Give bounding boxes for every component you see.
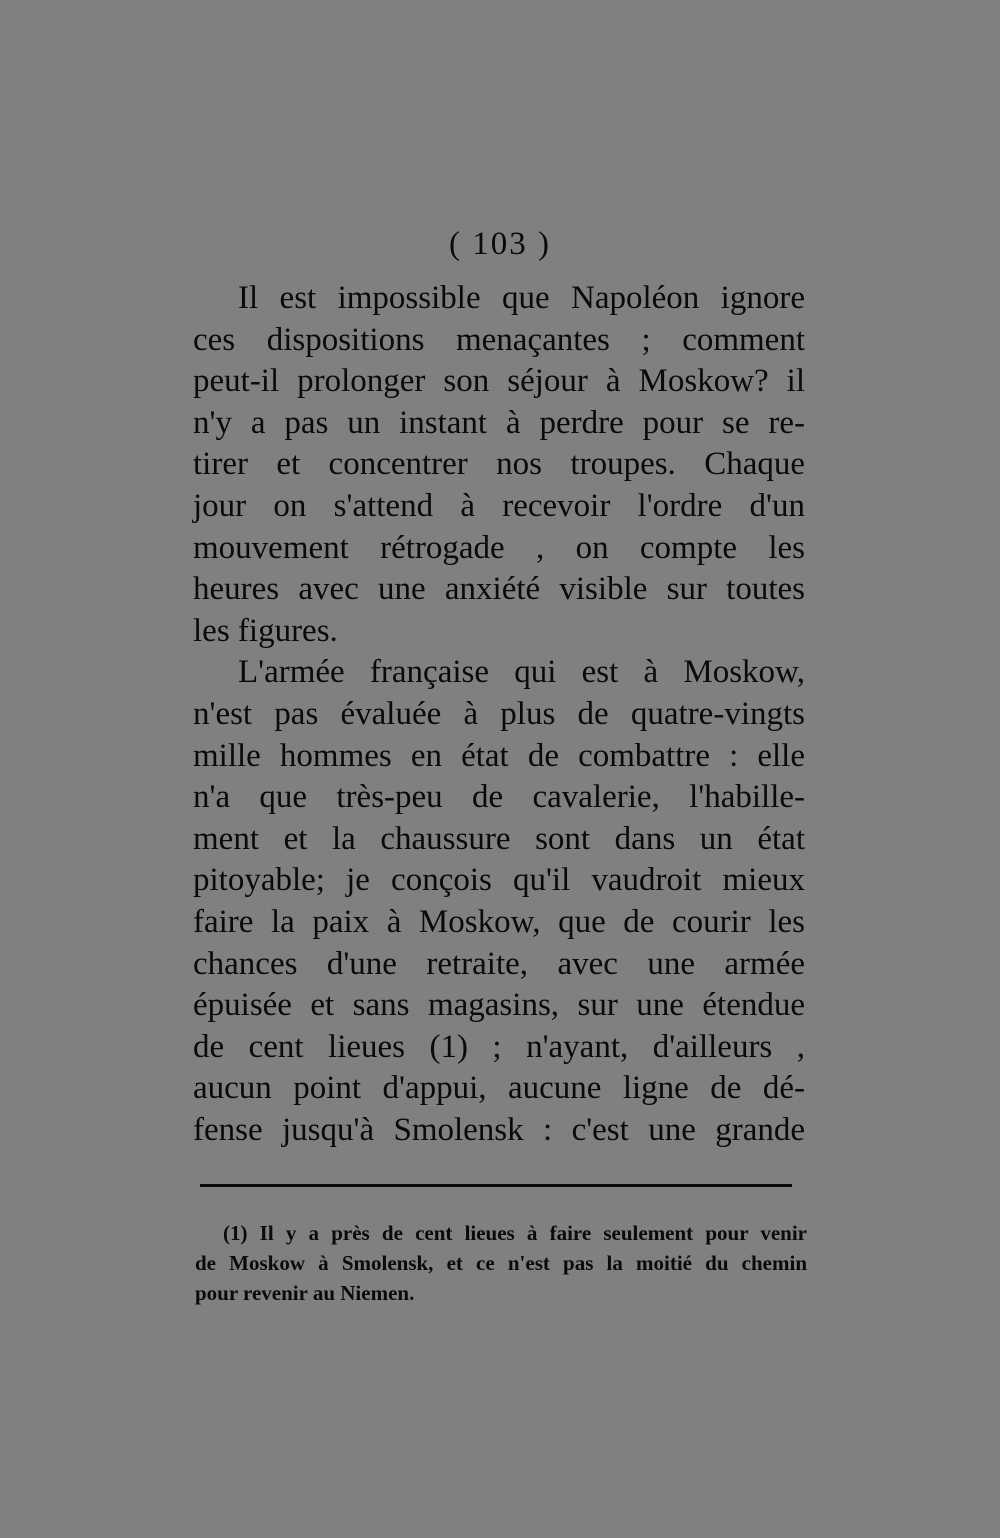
body-text (193, 278, 805, 1151)
text-line: fense jusqu'à Smolensk : c'est une grande (193, 1111, 805, 1148)
text-line: n'est pas évaluée à plus de quatre-vingts (193, 695, 805, 732)
page-number: ( 103 ) (449, 226, 551, 262)
text-line: ces dispositions menaçantes ; comment (193, 321, 805, 358)
text-line: heures avec une anxiété visible sur toutes (193, 571, 805, 608)
text-line: les figures. (193, 612, 338, 649)
text-line: épuisée et sans magasins, sur une étendue (193, 987, 805, 1024)
footnote-line: pour revenir au Niemen. (195, 1281, 415, 1305)
text-line: faire la paix à Moskow, que de courir les (193, 903, 805, 940)
text-line: mille hommes en état de combattre : elle (193, 737, 805, 774)
text-line: n'a que très-peu de cavalerie, l'habille- (193, 779, 805, 816)
text-line: peut-il prolonger son séjour à Moskow? il (193, 363, 805, 400)
footnote-divider (200, 1184, 792, 1187)
text-line: aucun point d'appui, aucune ligne de dé- (193, 1070, 805, 1107)
footnote (195, 1218, 807, 1308)
text-line: Il est impossible que Napoléon ignore (238, 280, 805, 316)
text-line: L'armée française qui est à Moskow, (238, 654, 805, 691)
text-line: chances d'une retraite, avec une armée (193, 945, 805, 982)
text-line: ment et la chaussure sont dans un état (193, 820, 805, 857)
text-line: de cent lieues (1) ; n'ayant, d'ailleurs , (193, 1028, 805, 1065)
footnote-line: de Moskow à Smolensk, et ce n'est pas la moitié du chemin (195, 1251, 807, 1275)
text-line: tirer et concentrer nos troupes. Chaque (193, 446, 805, 483)
text-line: n'y a pas un instant à perdre pour se re- (193, 404, 805, 441)
footnote-line: (1) Il y a près de cent lieues à faire seulement pour venir (223, 1221, 807, 1245)
text-line: mouvement rétrogade , on compte les (193, 529, 805, 566)
text-line: jour on s'attend à recevoir l'ordre d'un (193, 487, 805, 524)
text-line: pitoyable; je conçois qu'il vaudroit mieux (193, 862, 805, 899)
